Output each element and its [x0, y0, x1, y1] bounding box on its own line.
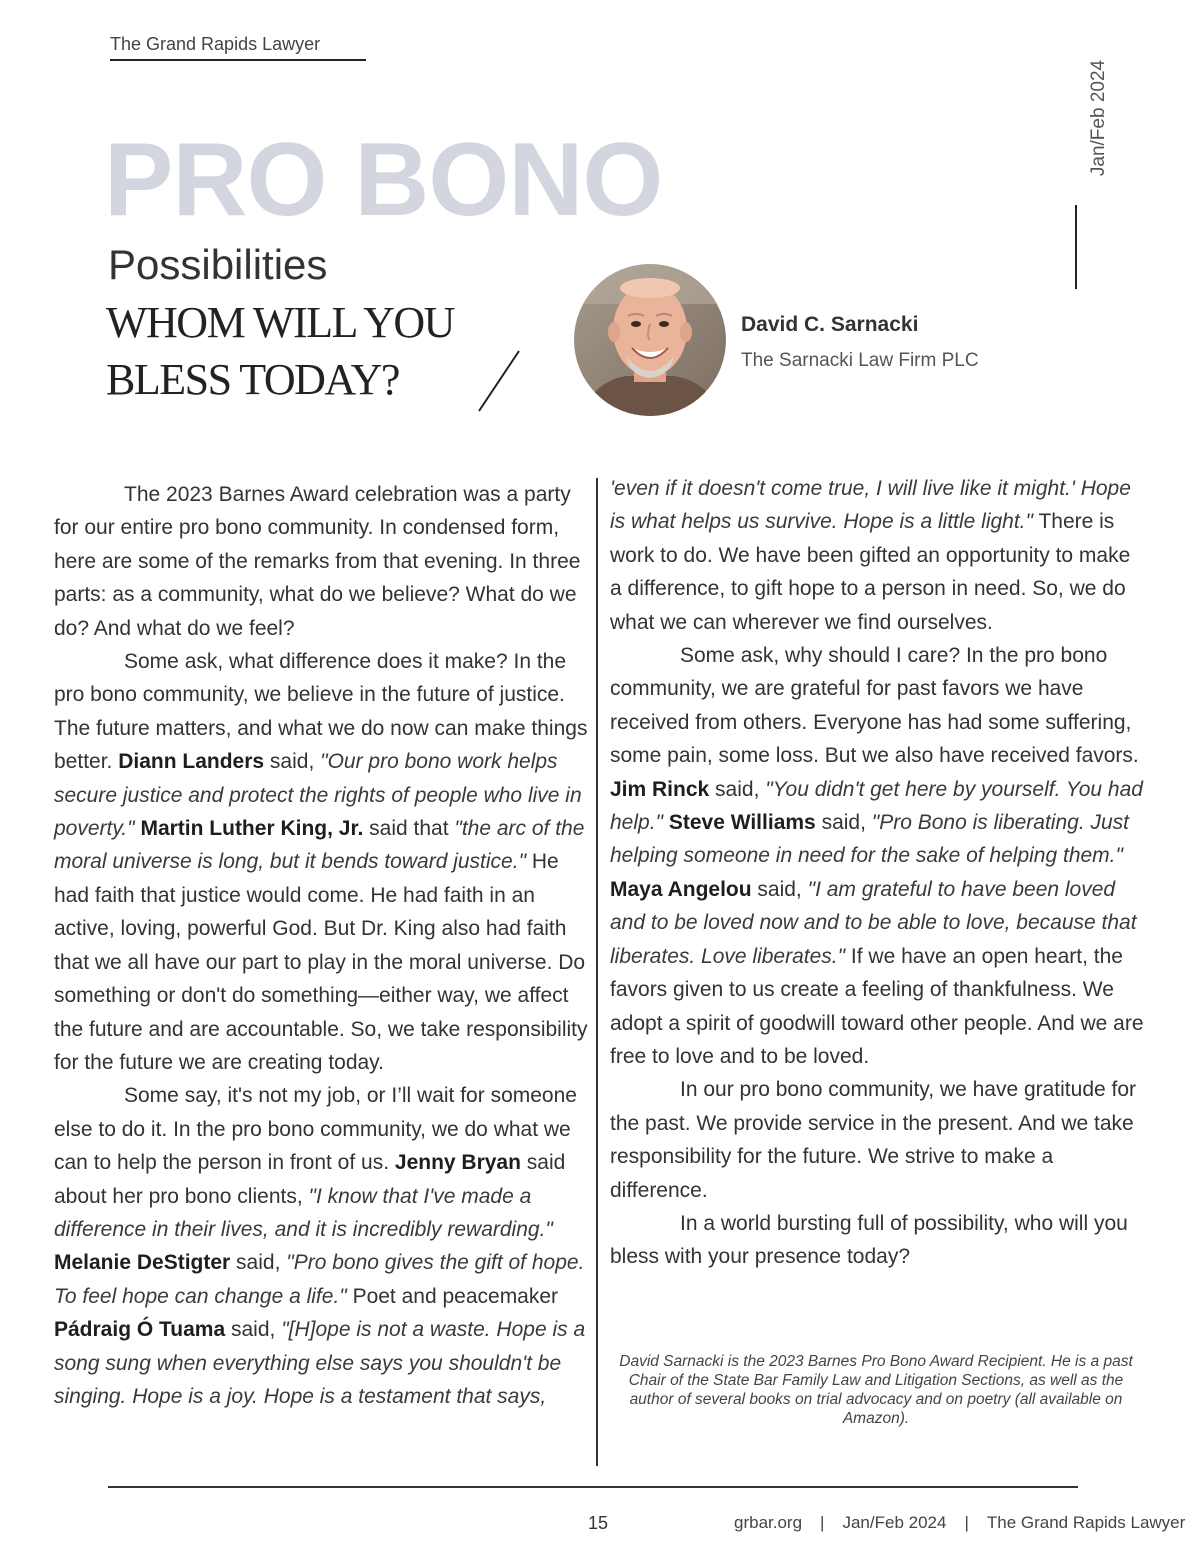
quoted-name: Diann Landers [118, 750, 265, 774]
quotation: "Pro bono gives the gift of hope. To feel hope can change a life." [54, 1251, 585, 1308]
paragraph-1: The 2023 Barnes Award celebration was a party for our entire pro bono community. In condensed form, here are some of the remarks from that evening. In three parts: as a community, what do we believe? What do we do? And what do we feel? [54, 483, 581, 640]
header-rule [110, 59, 366, 61]
headline-line-1: WHOM WILL YOU [106, 298, 454, 347]
paragraph-5: In our pro bono community, we have gratitude for the past. We provide service in the present. And we take responsibility for the future. We strive to make a difference. [610, 1078, 1137, 1202]
article-headline [106, 294, 536, 408]
column-divider [596, 478, 598, 1466]
subtitle: Possibilities [108, 241, 328, 288]
quoted-name: Martin Luther King, Jr. [140, 817, 364, 841]
quotation: "I know that I've made a difference in their lives, and it is incredibly rewarding." [54, 1184, 553, 1241]
hero-title: PRO BONO [104, 122, 663, 238]
text-run: Some say, it's not my job, or I’ll wait for someone else to do it. In the pro bono community, we do what we can to help the person in front of us. [54, 1084, 577, 1175]
quotation: "Pro Bono is liberating. Just helping someone in need for the sake of helping them." [610, 811, 1130, 868]
issue-date-vertical: Jan/Feb 2024 [1088, 59, 1109, 177]
headline-line-2: BLESS TODAY? [106, 355, 399, 404]
footer-separator: | [820, 1513, 825, 1532]
footer-publication: The Grand Rapids Lawyer [986, 1513, 1186, 1532]
quotation: "Our pro bono work helps secure justice and protect the rights of people who live in poverty." [54, 750, 582, 841]
quoted-name: Steve Williams [668, 811, 816, 835]
author-photo [574, 264, 726, 416]
text-run: said that [363, 817, 455, 841]
text-run: Poet and peacemaker [346, 1284, 559, 1308]
footer-separator: | [964, 1513, 969, 1532]
footer-info [734, 1513, 1185, 1533]
text-run: said, [815, 811, 872, 835]
page-number: 15 [588, 1513, 609, 1533]
author-name: David C. Sarnacki [741, 313, 919, 336]
vertical-rule [1075, 205, 1077, 289]
article-column-right [610, 472, 1146, 1274]
quoted-name: Jim Rinck [610, 777, 710, 801]
slash-decoration [474, 348, 524, 414]
paragraph-4 [610, 639, 1146, 1073]
publication-name: The Grand Rapids Lawyer [110, 34, 321, 54]
text-run: said, [709, 777, 766, 801]
paragraph-6: In a world bursting full of possibility, who will you bless with your presence today? [610, 1211, 1128, 1269]
quotation: "the arc of the moral universe is long, but it bends toward justice." [54, 817, 585, 874]
paragraph-2 [54, 645, 588, 1079]
quoted-name: Maya Angelou [610, 877, 752, 901]
author-firm: The Sarnacki Law Firm PLC [741, 350, 979, 371]
text-run: said, [264, 750, 321, 774]
text-run: said, [230, 1251, 287, 1275]
quoted-name: Jenny Bryan [394, 1151, 521, 1175]
quoted-name: Pádraig Ó Tuama [54, 1318, 226, 1342]
paragraph-3-continued [610, 472, 1146, 639]
text-run: If we have an open heart, the favors given to us create a feeling of thankfulness. We adopt a spirit of goodwill toward other people. And we are free to love and to be loved. [610, 944, 1144, 1068]
text-run: He had faith that justice would come. He had faith in an active, loving, powerful God. But Dr. King also had faith that we all have our part to play in the moral universe. Do something or don't do something—either way, we affect the future and are accountable. So, we take responsibility for the future we are creating today. [54, 850, 588, 1074]
quotation: "I am grateful to have been loved and to be loved now and to be able to love, because that liberates. Love liberates." [610, 877, 1137, 968]
footer-rule [108, 1486, 1078, 1488]
quoted-name: Melanie DeStigter [54, 1251, 231, 1275]
text-run: said, [225, 1318, 282, 1342]
footer-site: grbar.org [734, 1513, 803, 1532]
article-column-left [54, 478, 588, 1413]
footer-issue: Jan/Feb 2024 [842, 1513, 947, 1532]
text-run: There is work to do. We have been gifted an opportunity to make a difference, to gift hope to a person in need. So, we do what we can wherever we find ourselves. [610, 510, 1131, 634]
author-bio: David Sarnacki is the 2023 Barnes Pro Bono Award Recipient. He is a past Chair of the State Bar Family Law and Litigation Sections, as well as the author of several books on trial advocacy and on poetry (all available on Amazon). [619, 1353, 1133, 1427]
text-run: Some ask, what difference does it make? In the pro bono community, we believe in the future of justice. The future matters, and what we do now can make things better. [54, 650, 588, 774]
quotation: 'even if it doesn't come true, I will live like it might.' Hope is what helps us survive. Hope is a little light." [610, 477, 1131, 534]
quotation: "[H]ope is not a waste. Hope is a song sung when everything else says you shouldn't be singing. Hope is a joy. Hope is a testament that says, [54, 1318, 586, 1408]
quotation: "You didn't get here by yourself. You had help." [610, 777, 1143, 835]
text-run: Some ask, why should I care? In the pro bono community, we are grateful for past favors we have received from others. Everyone has had some suffering, some pain, some loss. But we also have received favors. [610, 644, 1139, 768]
text-run: said about her pro bono clients, [54, 1151, 566, 1208]
paragraph-3 [54, 1079, 588, 1413]
text-run: said, [751, 877, 808, 901]
